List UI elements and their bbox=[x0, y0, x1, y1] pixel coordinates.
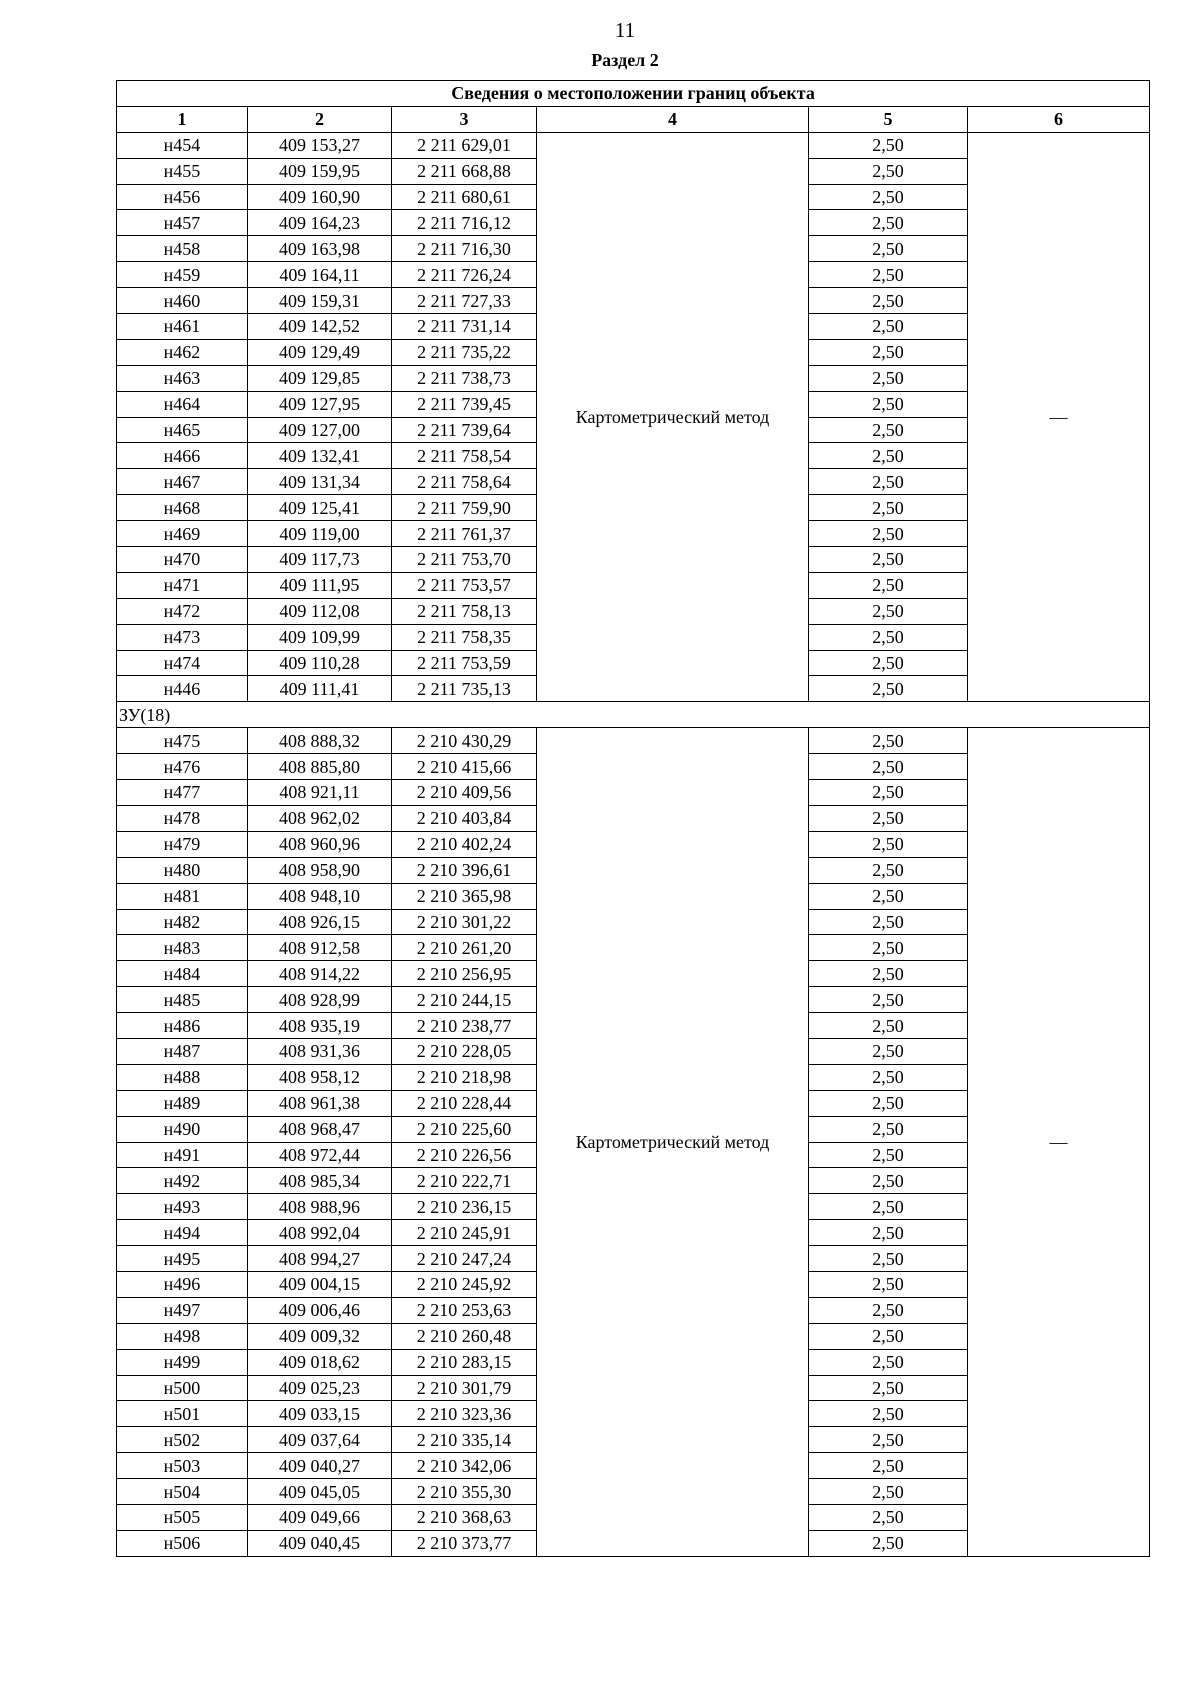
point-id-cell: н459 bbox=[117, 262, 248, 288]
x-coordinate-cell: 408 994,27 bbox=[248, 1246, 392, 1272]
point-id-cell: н486 bbox=[117, 1013, 248, 1039]
column-header: 1 bbox=[117, 106, 248, 132]
caption-row bbox=[117, 81, 1150, 107]
y-coordinate-cell: 2 210 342,06 bbox=[392, 1453, 537, 1479]
point-id-cell: н466 bbox=[117, 443, 248, 469]
x-coordinate-cell: 409 037,64 bbox=[248, 1427, 392, 1453]
y-coordinate-cell: 2 210 236,15 bbox=[392, 1194, 537, 1220]
point-id-cell: н474 bbox=[117, 650, 248, 676]
accuracy-cell: 2,50 bbox=[809, 1142, 968, 1168]
point-id-cell: н457 bbox=[117, 210, 248, 236]
x-coordinate-cell: 409 127,00 bbox=[248, 417, 392, 443]
x-coordinate-cell: 409 129,85 bbox=[248, 365, 392, 391]
table-row bbox=[117, 728, 1150, 754]
accuracy-cell: 2,50 bbox=[809, 1323, 968, 1349]
method-cell: Картометрический метод bbox=[537, 132, 809, 702]
y-coordinate-cell: 2 211 731,14 bbox=[392, 314, 537, 340]
accuracy-cell: 2,50 bbox=[809, 987, 968, 1013]
x-coordinate-cell: 409 033,15 bbox=[248, 1401, 392, 1427]
x-coordinate-cell: 408 992,04 bbox=[248, 1220, 392, 1246]
y-coordinate-cell: 2 210 415,66 bbox=[392, 754, 537, 780]
x-coordinate-cell: 408 928,99 bbox=[248, 987, 392, 1013]
y-coordinate-cell: 2 210 218,98 bbox=[392, 1064, 537, 1090]
point-id-cell: н455 bbox=[117, 158, 248, 184]
x-coordinate-cell: 409 153,27 bbox=[248, 132, 392, 158]
y-coordinate-cell: 2 210 403,84 bbox=[392, 805, 537, 831]
x-coordinate-cell: 408 960,96 bbox=[248, 831, 392, 857]
x-coordinate-cell: 408 988,96 bbox=[248, 1194, 392, 1220]
x-coordinate-cell: 409 040,27 bbox=[248, 1453, 392, 1479]
accuracy-cell: 2,50 bbox=[809, 857, 968, 883]
x-coordinate-cell: 408 885,80 bbox=[248, 754, 392, 780]
x-coordinate-cell: 409 049,66 bbox=[248, 1504, 392, 1530]
accuracy-cell: 2,50 bbox=[809, 132, 968, 158]
y-coordinate-cell: 2 210 368,63 bbox=[392, 1504, 537, 1530]
y-coordinate-cell: 2 210 355,30 bbox=[392, 1479, 537, 1505]
x-coordinate-cell: 409 045,05 bbox=[248, 1479, 392, 1505]
x-coordinate-cell: 409 159,95 bbox=[248, 158, 392, 184]
header-row bbox=[117, 106, 1150, 132]
y-coordinate-cell: 2 210 225,60 bbox=[392, 1116, 537, 1142]
point-id-cell: н468 bbox=[117, 495, 248, 521]
y-coordinate-cell: 2 211 716,12 bbox=[392, 210, 537, 236]
accuracy-cell: 2,50 bbox=[809, 650, 968, 676]
point-id-cell: н506 bbox=[117, 1530, 248, 1556]
point-id-cell: н485 bbox=[117, 987, 248, 1013]
point-id-cell: н505 bbox=[117, 1504, 248, 1530]
x-coordinate-cell: 408 912,58 bbox=[248, 935, 392, 961]
accuracy-cell: 2,50 bbox=[809, 443, 968, 469]
accuracy-cell: 2,50 bbox=[809, 288, 968, 314]
column-6-cell: — bbox=[968, 728, 1150, 1557]
accuracy-cell: 2,50 bbox=[809, 1246, 968, 1272]
table-head bbox=[117, 81, 1150, 133]
point-id-cell: н483 bbox=[117, 935, 248, 961]
accuracy-cell: 2,50 bbox=[809, 728, 968, 754]
y-coordinate-cell: 2 211 758,35 bbox=[392, 624, 537, 650]
accuracy-cell: 2,50 bbox=[809, 521, 968, 547]
x-coordinate-cell: 409 164,23 bbox=[248, 210, 392, 236]
accuracy-cell: 2,50 bbox=[809, 339, 968, 365]
y-coordinate-cell: 2 210 244,15 bbox=[392, 987, 537, 1013]
y-coordinate-cell: 2 211 753,59 bbox=[392, 650, 537, 676]
accuracy-cell: 2,50 bbox=[809, 1427, 968, 1453]
point-id-cell: н465 bbox=[117, 417, 248, 443]
accuracy-cell: 2,50 bbox=[809, 314, 968, 340]
y-coordinate-cell: 2 210 283,15 bbox=[392, 1349, 537, 1375]
column-header: 5 bbox=[809, 106, 968, 132]
x-coordinate-cell: 409 132,41 bbox=[248, 443, 392, 469]
y-coordinate-cell: 2 210 430,29 bbox=[392, 728, 537, 754]
x-coordinate-cell: 408 958,90 bbox=[248, 857, 392, 883]
point-id-cell: н493 bbox=[117, 1194, 248, 1220]
x-coordinate-cell: 409 112,08 bbox=[248, 598, 392, 624]
accuracy-cell: 2,50 bbox=[809, 391, 968, 417]
point-id-cell: н470 bbox=[117, 547, 248, 573]
x-coordinate-cell: 409 025,23 bbox=[248, 1375, 392, 1401]
x-coordinate-cell: 408 921,11 bbox=[248, 780, 392, 806]
y-coordinate-cell: 2 210 247,24 bbox=[392, 1246, 537, 1272]
accuracy-cell: 2,50 bbox=[809, 883, 968, 909]
accuracy-cell: 2,50 bbox=[809, 547, 968, 573]
accuracy-cell: 2,50 bbox=[809, 1530, 968, 1556]
point-id-cell: н498 bbox=[117, 1323, 248, 1349]
accuracy-cell: 2,50 bbox=[809, 1090, 968, 1116]
point-id-cell: н482 bbox=[117, 909, 248, 935]
point-id-cell: н484 bbox=[117, 961, 248, 987]
accuracy-cell: 2,50 bbox=[809, 780, 968, 806]
accuracy-cell: 2,50 bbox=[809, 1271, 968, 1297]
accuracy-cell: 2,50 bbox=[809, 624, 968, 650]
column-header: 6 bbox=[968, 106, 1150, 132]
accuracy-cell: 2,50 bbox=[809, 831, 968, 857]
method-cell: Картометрический метод bbox=[537, 728, 809, 1557]
point-id-cell: н454 bbox=[117, 132, 248, 158]
y-coordinate-cell: 2 210 260,48 bbox=[392, 1323, 537, 1349]
y-coordinate-cell: 2 211 716,30 bbox=[392, 236, 537, 262]
y-coordinate-cell: 2 210 228,05 bbox=[392, 1038, 537, 1064]
y-coordinate-cell: 2 210 301,79 bbox=[392, 1375, 537, 1401]
x-coordinate-cell: 408 962,02 bbox=[248, 805, 392, 831]
accuracy-cell: 2,50 bbox=[809, 598, 968, 624]
point-id-cell: н477 bbox=[117, 780, 248, 806]
accuracy-cell: 2,50 bbox=[809, 935, 968, 961]
x-coordinate-cell: 409 117,73 bbox=[248, 547, 392, 573]
point-id-cell: н469 bbox=[117, 521, 248, 547]
x-coordinate-cell: 409 163,98 bbox=[248, 236, 392, 262]
point-id-cell: н480 bbox=[117, 857, 248, 883]
page-number: 11 bbox=[614, 18, 636, 42]
y-coordinate-cell: 2 210 323,36 bbox=[392, 1401, 537, 1427]
point-id-cell: н475 bbox=[117, 728, 248, 754]
y-coordinate-cell: 2 211 761,37 bbox=[392, 521, 537, 547]
point-id-cell: н471 bbox=[117, 572, 248, 598]
point-id-cell: н503 bbox=[117, 1453, 248, 1479]
accuracy-cell: 2,50 bbox=[809, 1168, 968, 1194]
accuracy-cell: 2,50 bbox=[809, 184, 968, 210]
point-id-cell: н501 bbox=[117, 1401, 248, 1427]
accuracy-cell: 2,50 bbox=[809, 805, 968, 831]
x-coordinate-cell: 409 160,90 bbox=[248, 184, 392, 210]
x-coordinate-cell: 409 164,11 bbox=[248, 262, 392, 288]
x-coordinate-cell: 409 125,41 bbox=[248, 495, 392, 521]
x-coordinate-cell: 408 961,38 bbox=[248, 1090, 392, 1116]
y-coordinate-cell: 2 210 222,71 bbox=[392, 1168, 537, 1194]
accuracy-cell: 2,50 bbox=[809, 676, 968, 702]
accuracy-cell: 2,50 bbox=[809, 417, 968, 443]
accuracy-cell: 2,50 bbox=[809, 1297, 968, 1323]
y-coordinate-cell: 2 210 373,77 bbox=[392, 1530, 537, 1556]
accuracy-cell: 2,50 bbox=[809, 1349, 968, 1375]
point-id-cell: н472 bbox=[117, 598, 248, 624]
y-coordinate-cell: 2 210 409,56 bbox=[392, 780, 537, 806]
point-id-cell: н456 bbox=[117, 184, 248, 210]
x-coordinate-cell: 409 006,46 bbox=[248, 1297, 392, 1323]
point-id-cell: н489 bbox=[117, 1090, 248, 1116]
accuracy-cell: 2,50 bbox=[809, 469, 968, 495]
coordinates-table bbox=[116, 80, 1150, 1557]
accuracy-cell: 2,50 bbox=[809, 1194, 968, 1220]
accuracy-cell: 2,50 bbox=[809, 1453, 968, 1479]
x-coordinate-cell: 408 972,44 bbox=[248, 1142, 392, 1168]
y-coordinate-cell: 2 211 739,45 bbox=[392, 391, 537, 417]
accuracy-cell: 2,50 bbox=[809, 236, 968, 262]
column-header: 4 bbox=[537, 106, 809, 132]
y-coordinate-cell: 2 210 245,92 bbox=[392, 1271, 537, 1297]
y-coordinate-cell: 2 211 668,88 bbox=[392, 158, 537, 184]
column-6-cell: — bbox=[968, 132, 1150, 702]
x-coordinate-cell: 409 142,52 bbox=[248, 314, 392, 340]
point-id-cell: н504 bbox=[117, 1479, 248, 1505]
column-header: 2 bbox=[248, 106, 392, 132]
x-coordinate-cell: 409 119,00 bbox=[248, 521, 392, 547]
point-id-cell: н473 bbox=[117, 624, 248, 650]
x-coordinate-cell: 409 004,15 bbox=[248, 1271, 392, 1297]
point-id-cell: н476 bbox=[117, 754, 248, 780]
y-coordinate-cell: 2 211 629,01 bbox=[392, 132, 537, 158]
point-id-cell: н481 bbox=[117, 883, 248, 909]
accuracy-cell: 2,50 bbox=[809, 754, 968, 780]
y-coordinate-cell: 2 210 261,20 bbox=[392, 935, 537, 961]
y-coordinate-cell: 2 210 256,95 bbox=[392, 961, 537, 987]
x-coordinate-cell: 408 888,32 bbox=[248, 728, 392, 754]
x-coordinate-cell: 409 040,45 bbox=[248, 1530, 392, 1556]
y-coordinate-cell: 2 210 301,22 bbox=[392, 909, 537, 935]
y-coordinate-cell: 2 211 735,22 bbox=[392, 339, 537, 365]
point-id-cell: н463 bbox=[117, 365, 248, 391]
accuracy-cell: 2,50 bbox=[809, 1504, 968, 1530]
x-coordinate-cell: 408 948,10 bbox=[248, 883, 392, 909]
point-id-cell: н502 bbox=[117, 1427, 248, 1453]
y-coordinate-cell: 2 210 402,24 bbox=[392, 831, 537, 857]
accuracy-cell: 2,50 bbox=[809, 1116, 968, 1142]
point-id-cell: н462 bbox=[117, 339, 248, 365]
accuracy-cell: 2,50 bbox=[809, 1401, 968, 1427]
table-caption: Сведения о местоположении границ объекта bbox=[117, 81, 1150, 107]
x-coordinate-cell: 408 968,47 bbox=[248, 1116, 392, 1142]
y-coordinate-cell: 2 211 753,70 bbox=[392, 547, 537, 573]
y-coordinate-cell: 2 211 758,13 bbox=[392, 598, 537, 624]
accuracy-cell: 2,50 bbox=[809, 1375, 968, 1401]
accuracy-cell: 2,50 bbox=[809, 1038, 968, 1064]
accuracy-cell: 2,50 bbox=[809, 365, 968, 391]
accuracy-cell: 2,50 bbox=[809, 909, 968, 935]
point-id-cell: н461 bbox=[117, 314, 248, 340]
accuracy-cell: 2,50 bbox=[809, 262, 968, 288]
accuracy-cell: 2,50 bbox=[809, 1064, 968, 1090]
point-id-cell: н495 bbox=[117, 1246, 248, 1272]
x-coordinate-cell: 409 129,49 bbox=[248, 339, 392, 365]
y-coordinate-cell: 2 210 253,63 bbox=[392, 1297, 537, 1323]
x-coordinate-cell: 409 159,31 bbox=[248, 288, 392, 314]
point-id-cell: н497 bbox=[117, 1297, 248, 1323]
y-coordinate-cell: 2 210 228,44 bbox=[392, 1090, 537, 1116]
y-coordinate-cell: 2 211 735,13 bbox=[392, 676, 537, 702]
y-coordinate-cell: 2 211 759,90 bbox=[392, 495, 537, 521]
table-body bbox=[117, 132, 1150, 1556]
y-coordinate-cell: 2 210 226,56 bbox=[392, 1142, 537, 1168]
point-id-cell: н490 bbox=[117, 1116, 248, 1142]
point-id-cell: н499 bbox=[117, 1349, 248, 1375]
accuracy-cell: 2,50 bbox=[809, 1013, 968, 1039]
point-id-cell: н494 bbox=[117, 1220, 248, 1246]
point-id-cell: н488 bbox=[117, 1064, 248, 1090]
column-header: 3 bbox=[392, 106, 537, 132]
x-coordinate-cell: 409 018,62 bbox=[248, 1349, 392, 1375]
y-coordinate-cell: 2 211 738,73 bbox=[392, 365, 537, 391]
x-coordinate-cell: 408 935,19 bbox=[248, 1013, 392, 1039]
accuracy-cell: 2,50 bbox=[809, 1479, 968, 1505]
x-coordinate-cell: 409 131,34 bbox=[248, 469, 392, 495]
point-id-cell: н478 bbox=[117, 805, 248, 831]
accuracy-cell: 2,50 bbox=[809, 1220, 968, 1246]
point-id-cell: н487 bbox=[117, 1038, 248, 1064]
point-id-cell: н496 bbox=[117, 1271, 248, 1297]
point-id-cell: н446 bbox=[117, 676, 248, 702]
y-coordinate-cell: 2 211 727,33 bbox=[392, 288, 537, 314]
point-id-cell: н479 bbox=[117, 831, 248, 857]
x-coordinate-cell: 409 111,95 bbox=[248, 572, 392, 598]
x-coordinate-cell: 408 914,22 bbox=[248, 961, 392, 987]
accuracy-cell: 2,50 bbox=[809, 158, 968, 184]
point-id-cell: н464 bbox=[117, 391, 248, 417]
y-coordinate-cell: 2 211 739,64 bbox=[392, 417, 537, 443]
point-id-cell: н458 bbox=[117, 236, 248, 262]
x-coordinate-cell: 408 985,34 bbox=[248, 1168, 392, 1194]
y-coordinate-cell: 2 211 758,54 bbox=[392, 443, 537, 469]
section-title: Раздел 2 bbox=[591, 50, 659, 70]
x-coordinate-cell: 408 958,12 bbox=[248, 1064, 392, 1090]
y-coordinate-cell: 2 211 726,24 bbox=[392, 262, 537, 288]
point-id-cell: н492 bbox=[117, 1168, 248, 1194]
y-coordinate-cell: 2 210 245,91 bbox=[392, 1220, 537, 1246]
y-coordinate-cell: 2 211 680,61 bbox=[392, 184, 537, 210]
table-row bbox=[117, 132, 1150, 158]
group-label: ЗУ(18) bbox=[117, 702, 1150, 728]
point-id-cell: н460 bbox=[117, 288, 248, 314]
point-id-cell: н491 bbox=[117, 1142, 248, 1168]
accuracy-cell: 2,50 bbox=[809, 495, 968, 521]
x-coordinate-cell: 408 926,15 bbox=[248, 909, 392, 935]
x-coordinate-cell: 409 109,99 bbox=[248, 624, 392, 650]
x-coordinate-cell: 409 111,41 bbox=[248, 676, 392, 702]
x-coordinate-cell: 408 931,36 bbox=[248, 1038, 392, 1064]
y-coordinate-cell: 2 210 365,98 bbox=[392, 883, 537, 909]
y-coordinate-cell: 2 211 753,57 bbox=[392, 572, 537, 598]
accuracy-cell: 2,50 bbox=[809, 572, 968, 598]
accuracy-cell: 2,50 bbox=[809, 961, 968, 987]
point-id-cell: н467 bbox=[117, 469, 248, 495]
group-label-row bbox=[117, 702, 1150, 728]
y-coordinate-cell: 2 211 758,64 bbox=[392, 469, 537, 495]
y-coordinate-cell: 2 210 238,77 bbox=[392, 1013, 537, 1039]
y-coordinate-cell: 2 210 396,61 bbox=[392, 857, 537, 883]
point-id-cell: н500 bbox=[117, 1375, 248, 1401]
x-coordinate-cell: 409 110,28 bbox=[248, 650, 392, 676]
accuracy-cell: 2,50 bbox=[809, 210, 968, 236]
y-coordinate-cell: 2 210 335,14 bbox=[392, 1427, 537, 1453]
x-coordinate-cell: 409 127,95 bbox=[248, 391, 392, 417]
x-coordinate-cell: 409 009,32 bbox=[248, 1323, 392, 1349]
